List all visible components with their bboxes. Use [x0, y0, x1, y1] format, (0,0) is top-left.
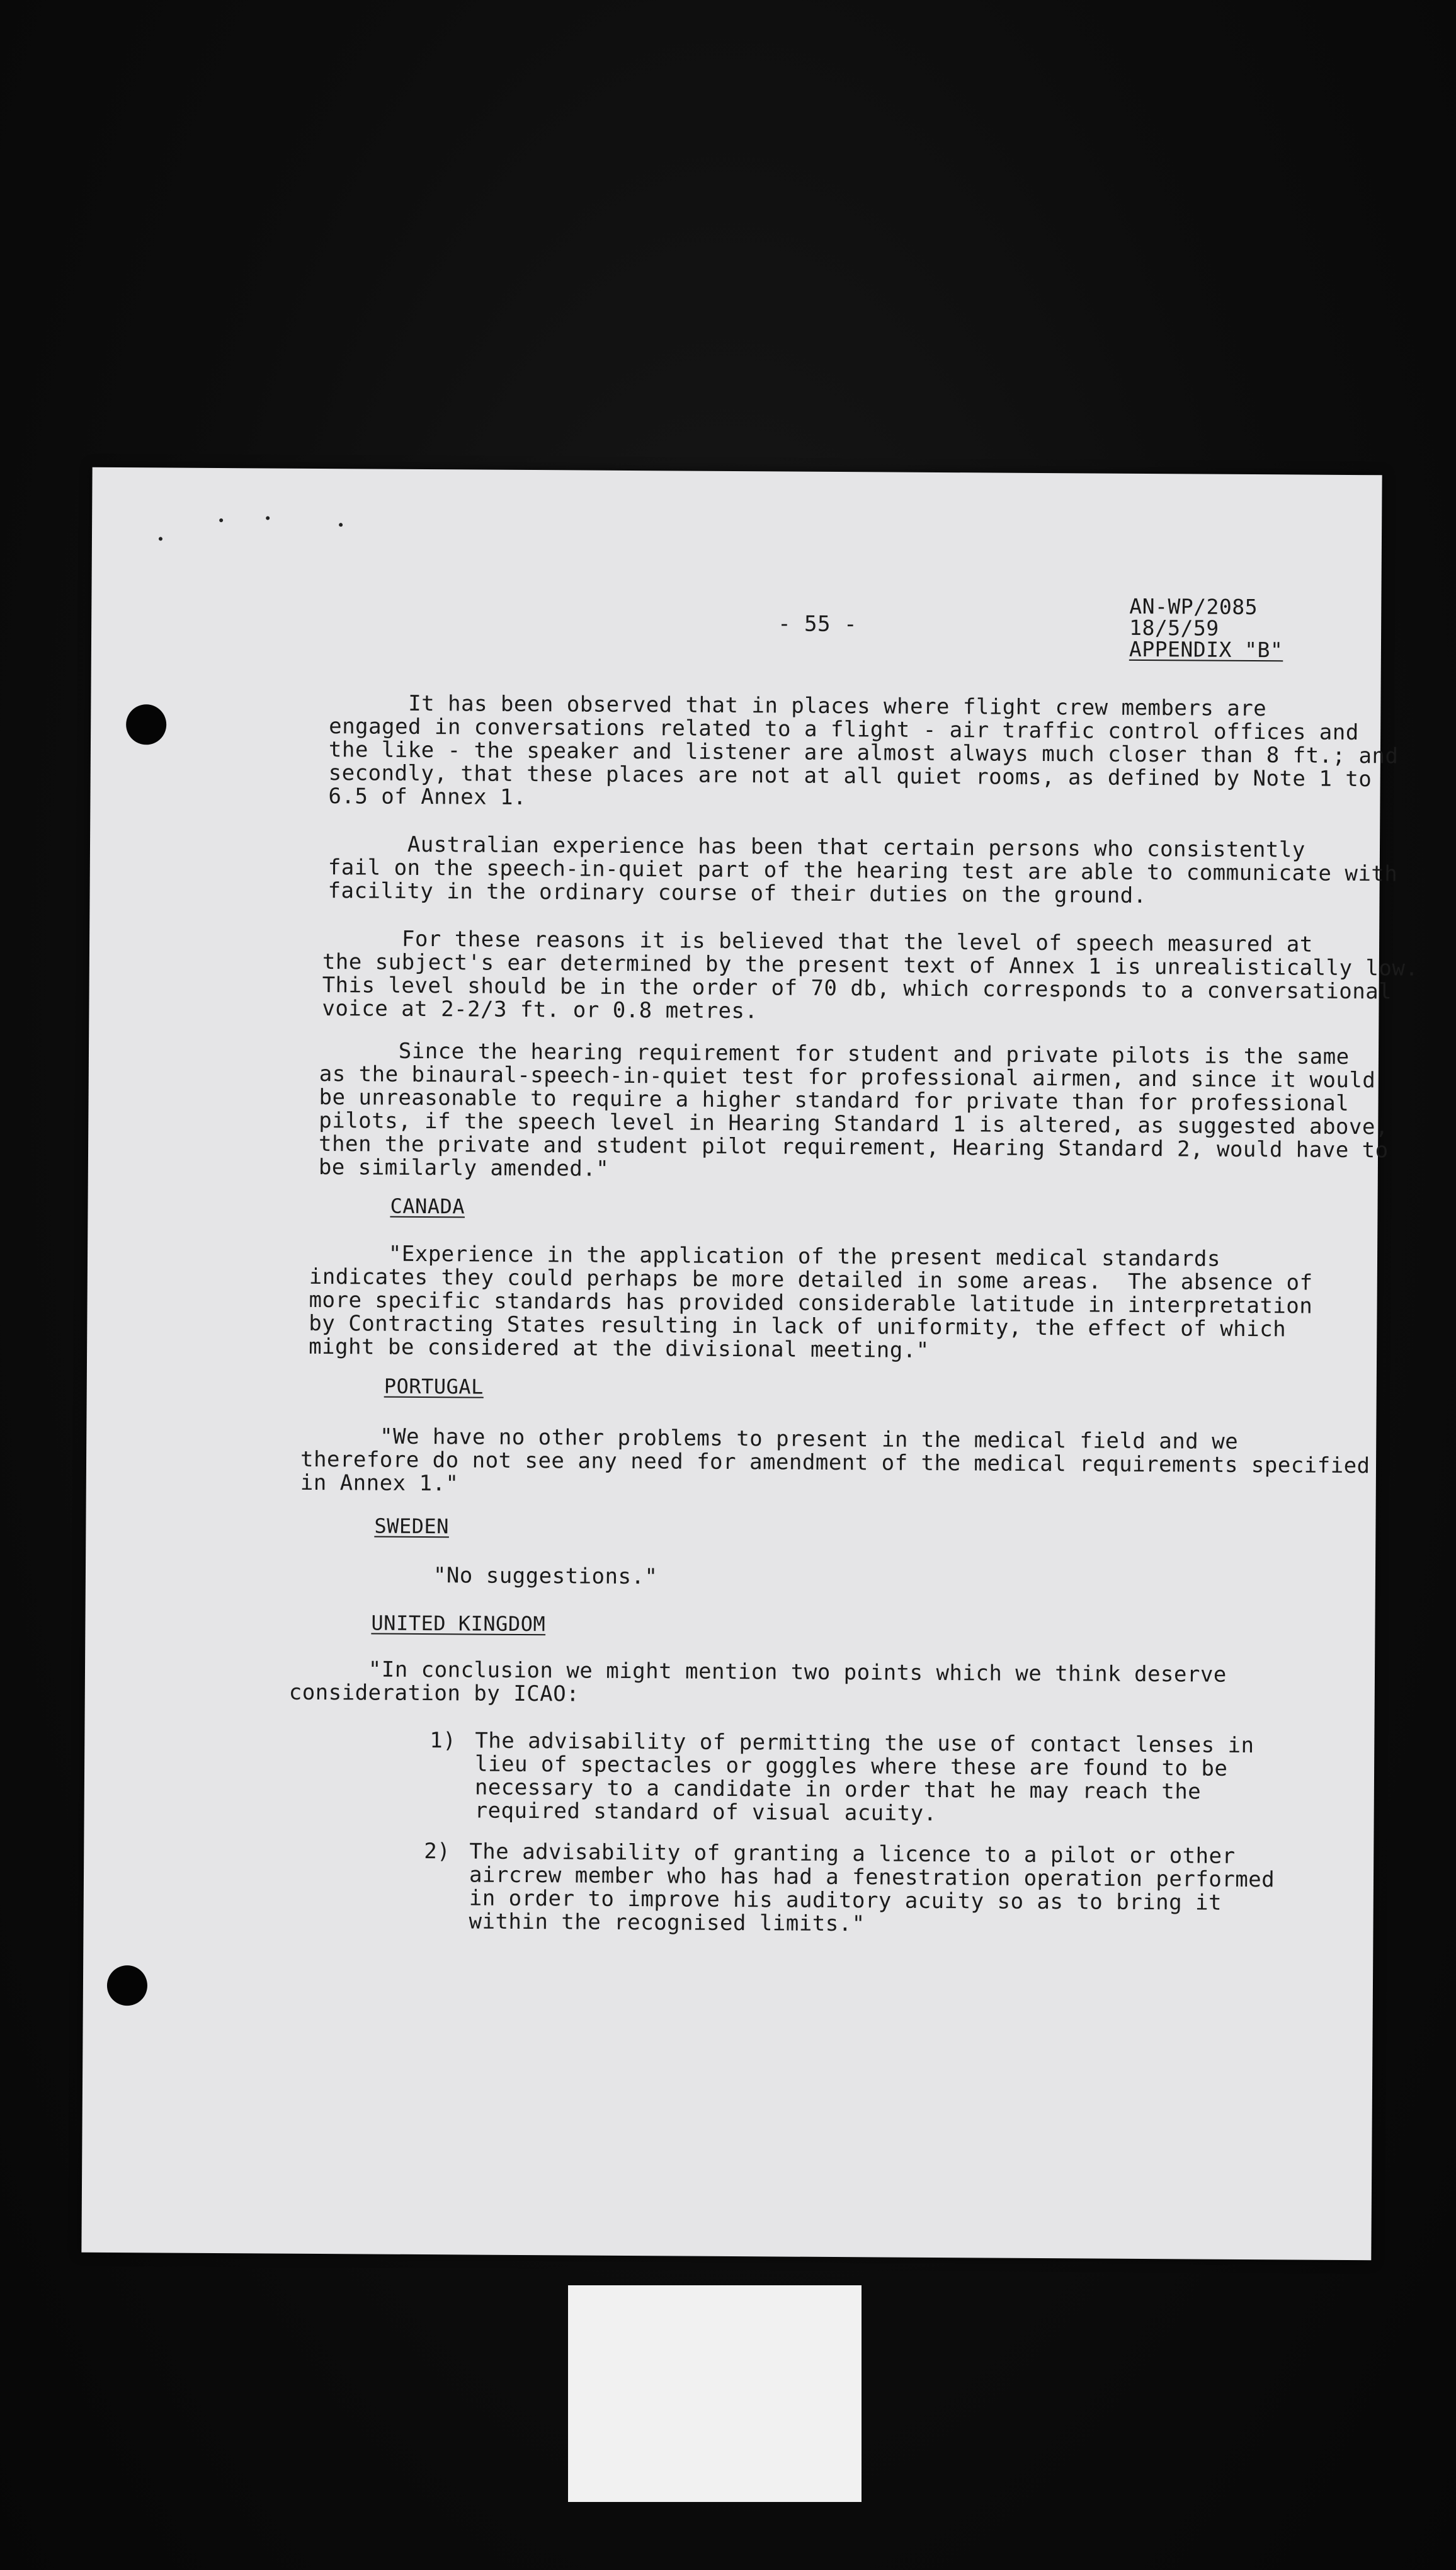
paragraph-speech-level: For these reasons it is believed that the level of speech measured at the subject's ear determined by the present text of Annex 1 is unrealistically low. This level should be in the order of 70 db, which corresponds to a conversational voice at 2-2/3 ft. or 0.8 metres. [322, 926, 1419, 1024]
appendix-label: APPENDIX "B" [1129, 636, 1283, 663]
heading-portugal: PORTUGAL [384, 1374, 484, 1399]
list-number: 1) [429, 1728, 457, 1754]
heading-canada: CANADA [390, 1194, 465, 1219]
page-number: - 55 - [778, 611, 858, 637]
blank-white-card [568, 2285, 862, 2502]
list-item-fenestration: The advisability of granting a licence to a pilot or other aircrew member who has had a fenestration operation performed in order to improve his auditory acuity so as to bring it within the recognised limits." [469, 1839, 1275, 1937]
document-date: 18/5/59 [1129, 615, 1219, 641]
document-body [81, 467, 1419, 2260]
paragraph-observation: It has been observed that in places where flight crew members are engaged in conversations related to a flight - air traffic control offices and the like - the speaker and listener are almost always much closer than 8 ft.; and secondly, that these places are not at all quiet rooms, as defined by Note 1 to 6.5 of Annex 1. [328, 690, 1399, 810]
paragraph-united-kingdom: "In conclusion we might mention two points which we think deserve consideration by ICAO: [288, 1656, 1227, 1707]
paragraph-hearing-requirement: Since the hearing requirement for student and private pilots is the same as the binaural-speech-in-quiet test for professional airmen, and since it would be unreasonable to require a higher standard for private than for professional pilots, if the speech level in Hearing Standard 1 is altered, as suggested above, then the private and student pilot requirement, Hearing Standard 2, would have to be similarly amended." [318, 1037, 1389, 1182]
paragraph-sweden: "No suggestions." [433, 1563, 658, 1590]
heading-sweden: SWEDEN [374, 1514, 450, 1539]
list-item-contact-lenses: The advisability of permitting the use of contact lenses in lieu of spectacles or goggles where these are found to be necessary to a candidate in order that he may reach the required standard of visual acuity. [474, 1728, 1254, 1827]
paragraph-canada: "Experience in the application of the present medical standards indicates they could perhaps be more detailed in some areas. The absence of more specific standards has provided considerable latitude in interpretation by Contracting States resulting in lack of uniformity, the effect of which might be considered at the divisional meeting." [309, 1240, 1313, 1363]
heading-united-kingdom: UNITED KINGDOM [371, 1611, 546, 1636]
document-reference [1129, 593, 1283, 663]
paragraph-portugal: "We have no other problems to present in the medical field and we therefore do not see any need for amendment of the medical requirements specified in Annex 1." [300, 1423, 1370, 1497]
paragraph-australian-experience: Australian experience has been that certain persons who consistently fail on the speech-in-quiet part of the hearing test are able to communicate with facility in the ordinary course of their duties on the ground. [327, 831, 1398, 909]
document-page [81, 467, 1419, 2260]
list-number: 2) [424, 1839, 451, 1865]
document-id: AN-WP/2085 [1129, 593, 1258, 620]
